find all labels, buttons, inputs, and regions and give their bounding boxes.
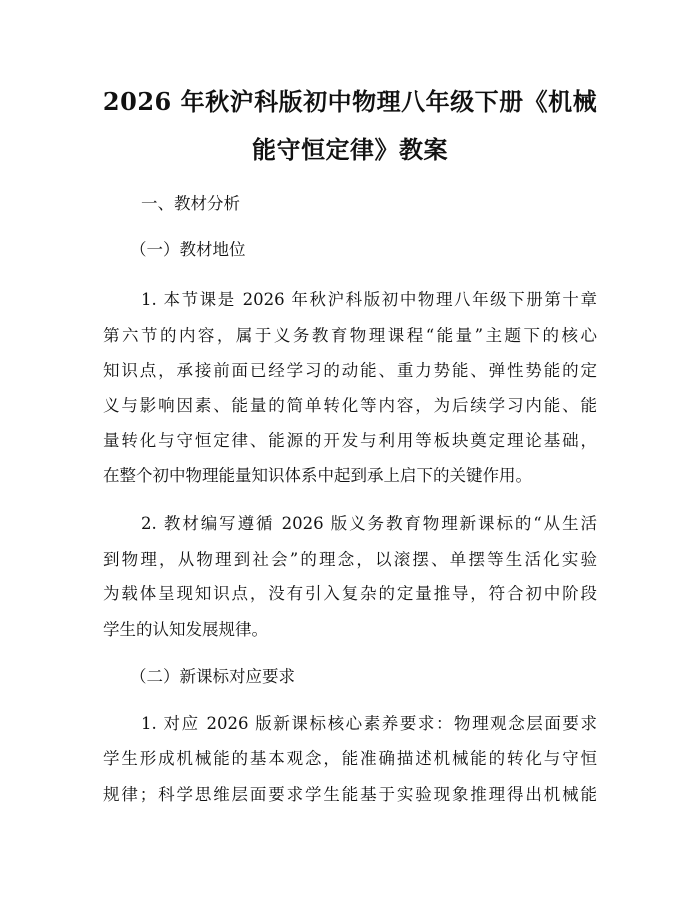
paragraph-1-line: 第六节的内容，属于义务教育物理课程“能量”主题下的核心 (103, 326, 597, 345)
document-title-line-2: 能守恒定律》教案 (252, 135, 448, 164)
section-heading-textbook-analysis: 一、教材分析 (141, 194, 240, 213)
paragraph-3-line: 规律；科学思维层面要求学生能基于实验现象推理得出机械能 (103, 785, 597, 804)
paragraph-1-line: 知识点，承接前面已经学习的动能、重力势能、弹性势能的定 (103, 361, 597, 380)
paragraph-1-line: 义与影响因素、能量的简单转化等内容，为后续学习内能、能 (103, 396, 597, 415)
subsection-heading-curriculum-requirements: （二）新课标对应要求 (130, 667, 295, 686)
paragraph-3-line: 1. 对应 2026 版新课标核心素养要求：物理观念层面要求 (141, 714, 597, 733)
paragraph-1-line: 在整个初中物理能量知识体系中起到承上启下的关键作用。 (103, 466, 532, 485)
paragraph-2-line: 到物理，从物理到社会”的理念，以滚摆、单摆等生活化实验 (103, 550, 597, 569)
paragraph-3-line: 学生形成机械能的基本观念，能准确描述机械能的转化与守恒 (103, 749, 597, 768)
document-title-line-1: 2026 年秋沪科版初中物理八年级下册《机械 (102, 87, 598, 116)
paragraph-2-line: 学生的认知发展规律。 (103, 620, 268, 639)
subsection-heading-textbook-status: （一）教材地位 (130, 240, 246, 259)
paragraph-2-line: 2. 教材编写遵循 2026 版义务教育物理新课标的“从生活 (141, 514, 597, 533)
paragraph-2-line: 为载体呈现知识点，没有引入复杂的定量推导，符合初中阶段 (103, 584, 597, 603)
paragraph-1-line: 量转化与守恒定律、能源的开发与利用等板块奠定理论基础， (103, 431, 597, 450)
paragraph-1-line: 1. 本节课是 2026 年秋沪科版初中物理八年级下册第十章 (141, 290, 597, 309)
